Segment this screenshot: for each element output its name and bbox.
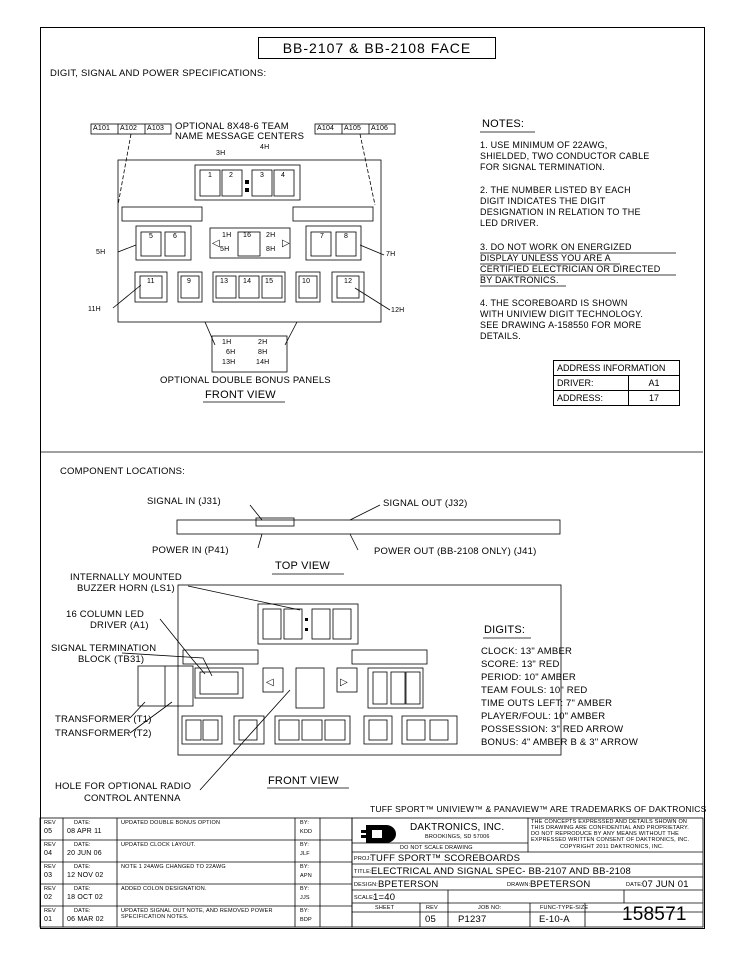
digit-5h-callout: 5H — [96, 249, 106, 256]
digit-9: 9 — [187, 278, 192, 285]
driver-label-1: 16 COLUMN LED — [66, 609, 145, 620]
company-city: BROOKINGS, SD 57006 — [425, 834, 490, 840]
rev-date: 08 APR 11 — [67, 828, 102, 835]
rev-desc: UPDATED SIGNAL OUT NOTE, AND REMOVED POWER SPECIFICATION NOTES. — [121, 908, 273, 920]
team-name-strip-left — [122, 207, 202, 221]
rev-date: 06 MAR 02 — [67, 916, 104, 923]
digit-15: 15 — [265, 278, 274, 285]
rev-date: 20 JUN 06 — [67, 850, 102, 857]
job-value: P1237 — [458, 914, 487, 925]
bonus-13h: 13H — [222, 359, 236, 366]
digit-spec-score: SCORE: 13" RED — [481, 659, 560, 670]
mc-a102: A102 — [120, 125, 138, 132]
daktronics-logo — [361, 825, 396, 843]
top-view-label: TOP VIEW — [275, 560, 330, 572]
tb-label-2: BLOCK (TB31) — [78, 654, 145, 665]
section-heading-specs: DIGIT, SIGNAL AND POWER SPECIFICATIONS: — [50, 68, 267, 79]
note-4-line-3: SEE DRAWING A-158550 FOR MORE — [480, 320, 642, 330]
bonus-14h: 14H — [256, 359, 270, 366]
confidential-3: DO NOT REPRODUCE BY ANY MEANS WITHOUT THE — [531, 831, 679, 837]
buzzer-label-2: BUZZER HORN (LS1) — [77, 583, 175, 594]
func-label: FUNC-TYPE-SIZE — [540, 905, 589, 911]
rev-desc: UPDATED CLOCK LAYOUT. — [121, 842, 196, 848]
digit-5: 5 — [149, 233, 154, 240]
note-1-line-2: SHIELDED, TWO CONDUCTOR CABLE — [480, 151, 650, 161]
rev-by: JLF — [300, 851, 310, 857]
date-label: DATE: — [74, 908, 91, 914]
digit-11h: 11H — [88, 306, 101, 313]
rev-label: REV — [44, 908, 56, 914]
confidential-4: EXPRESSED WRITTEN CONSENT OF DAKTRONICS, INC. — [531, 837, 690, 843]
date-value: 07 JUN 01 — [642, 879, 689, 890]
confidential-5: COPYRIGHT 2011 DAKTRONICS, INC. — [560, 844, 664, 850]
digit-8: 8 — [344, 233, 349, 240]
note-3-line-3: CERTIFIED ELECTRICIAN OR DIRECTED — [480, 264, 661, 274]
digit-2: 2 — [229, 172, 234, 179]
sheet-label: SHEET — [375, 905, 395, 911]
rev-number: 03 — [44, 872, 53, 879]
rev-by: APN — [300, 873, 312, 879]
date-label: DATE: — [74, 864, 91, 870]
driver-label-2: DRIVER (A1) — [90, 620, 149, 631]
rev-number: 05 — [44, 828, 53, 835]
rev-number: 01 — [44, 916, 53, 923]
date-label: DATE: — [74, 820, 91, 826]
rev-date: 18 OCT 02 — [67, 894, 103, 901]
note-4-line-4: DETAILS. — [480, 331, 521, 341]
rev-by: JJS — [300, 895, 310, 901]
transformer-t1-label: TRANSFORMER (T1) — [55, 714, 152, 725]
digit-spec-period: PERIOD: 10" AMBER — [481, 672, 576, 683]
notes-heading: NOTES: — [482, 118, 525, 130]
signal-out-label: SIGNAL OUT (J32) — [383, 498, 468, 509]
player-foul-frame — [213, 272, 285, 302]
svg-text:◁: ◁ — [266, 677, 274, 688]
mc-a104: A104 — [317, 125, 335, 132]
by-label: BY: — [300, 908, 310, 914]
scale-label: SCALE: — [354, 895, 375, 901]
proj-label: PROJ: — [354, 856, 372, 862]
rev-label: REV — [44, 842, 56, 848]
transformer-t2-label: TRANSFORMER (T2) — [55, 728, 152, 739]
digit-5h: 5H — [220, 246, 230, 253]
rev-value-tb: 05 — [425, 914, 436, 925]
digit-spec-possession: POSSESSION: 3" RED ARROW — [481, 724, 624, 735]
mc-a106: A106 — [371, 125, 389, 132]
digit-4h: 4H — [260, 144, 270, 151]
proj-value: TUFF SPORT™ SCOREBOARDS — [370, 853, 521, 864]
mc-label-1: OPTIONAL 8X48-6 TEAM — [175, 121, 289, 132]
rev-label: REV — [44, 864, 56, 870]
func-value: E-10-A — [539, 914, 570, 925]
job-label: JOB NO: — [478, 905, 502, 911]
rev-by: KDD — [300, 829, 313, 835]
drawing-number: 158571 — [622, 904, 687, 925]
digit-2h: 2H — [266, 232, 276, 239]
digit-spec-fouls: TEAM FOULS: 10" RED — [481, 685, 588, 696]
date-label: DATE: — [74, 842, 91, 848]
digit-13: 13 — [220, 278, 229, 285]
bonus-2h: 2H — [258, 339, 268, 346]
drawn-value: BPETERSON — [530, 879, 591, 890]
date-label: DATE: — [74, 886, 91, 892]
title-value: ELECTRICAL AND SIGNAL SPEC- BB-2107 AND BB-2108 — [371, 866, 632, 877]
front-view-label-top: FRONT VIEW — [205, 389, 276, 401]
rev-date: 12 NOV 02 — [67, 872, 104, 879]
mc-a101: A101 — [93, 125, 111, 132]
digit-3h: 3H — [216, 150, 226, 157]
bonus-1h: 1H — [222, 339, 232, 346]
hole-label-1: HOLE FOR OPTIONAL RADIO — [55, 781, 192, 792]
by-label: BY: — [300, 820, 310, 826]
note-2-line-1: 2. THE NUMBER LISTED BY EACH — [480, 185, 631, 195]
transformers — [138, 666, 193, 706]
by-label: BY: — [300, 842, 310, 848]
rev-desc: UPDATED DOUBLE BONUS OPTION — [121, 820, 221, 826]
svg-text:▷: ▷ — [340, 677, 348, 688]
digit-10: 10 — [302, 278, 311, 285]
section-heading-components: COMPONENT LOCATIONS: — [60, 466, 186, 477]
svg-text:▷: ▷ — [282, 238, 290, 249]
note-2-line-3: DESIGNATION IN RELATION TO THE — [480, 207, 641, 217]
title-label: TITLE: — [354, 869, 372, 875]
digit-11: 11 — [147, 278, 155, 285]
digit-14: 14 — [243, 278, 252, 285]
digit-4: 4 — [281, 172, 286, 179]
top-view-outline — [177, 520, 560, 534]
design-label: DESIGN: — [354, 882, 379, 888]
digit-spec-clock: CLOCK: 13" AMBER — [481, 646, 573, 657]
trademark-note: TUFF SPORT™ UNIVIEW™ & PANAVIEW™ ARE TRADEMARKS OF DAKTRONICS — [370, 804, 707, 814]
digit-spec-bonus: BONUS: 4" AMBER B & 3" ARROW — [481, 737, 638, 748]
digit-6: 6 — [173, 233, 178, 240]
digit-1h: 1H — [222, 232, 232, 239]
signal-termination-block — [195, 668, 243, 698]
power-in-label: POWER IN (P41) — [152, 545, 229, 556]
guest-score-frame — [306, 226, 361, 260]
drawing-title: BB-2107 & BB-2108 FACE — [258, 37, 496, 59]
digit-spec-timeouts: TIME OUTS LEFT: 7" AMBER — [481, 698, 613, 709]
drawn-label: DRAWN: — [507, 882, 531, 888]
rev-desc: ADDED COLON DESIGNATION. — [121, 886, 207, 892]
by-label: BY: — [300, 886, 310, 892]
confidential-2: THIS DRAWING ARE CONFIDENTIAL AND PROPRIETARY. — [531, 825, 689, 831]
digits-heading: DIGITS: — [484, 624, 526, 636]
rev-label: REV — [44, 886, 56, 892]
bonus-panels-label: OPTIONAL DOUBLE BONUS PANELS — [160, 375, 331, 386]
rev-label: REV — [44, 820, 56, 826]
power-out-label: POWER OUT (BB-2108 ONLY) (J41) — [374, 546, 537, 557]
address-label: ADDRESS: — [554, 391, 629, 406]
rev-number: 02 — [44, 894, 53, 901]
signal-in-label: SIGNAL IN (J31) — [147, 496, 221, 507]
note-4-line-1: 4. THE SCOREBOARD IS SHOWN — [480, 298, 628, 308]
mc-label-2: NAME MESSAGE CENTERS — [175, 131, 305, 142]
note-3-line-1: 3. DO NOT WORK ON ENERGIZED — [480, 242, 632, 252]
digit-spec-player: PLAYER/FOUL: 10" AMBER — [481, 711, 606, 722]
note-4-line-2: WITH UNIVIEW DIGIT TECHNOLOGY. — [480, 309, 644, 319]
hole-label-2: CONTROL ANTENNA — [84, 793, 181, 804]
digit-16: 16 — [243, 232, 252, 239]
address-information-table — [553, 360, 680, 406]
digit-3: 3 — [260, 172, 265, 179]
confidential-1: THE CONCEPTS EXPRESSED AND DETAILS SHOWN ON — [531, 819, 688, 825]
mc-a105: A105 — [344, 125, 362, 132]
buzzer-label-1: INTERNALLY MOUNTED — [70, 572, 182, 583]
team-name-strip-right — [293, 207, 373, 221]
driver-label: DRIVER: — [554, 376, 629, 391]
scale-value: 1=40 — [373, 892, 396, 903]
note-2-line-4: LED DRIVER. — [480, 218, 539, 228]
bonus-6h: 6H — [226, 349, 236, 356]
digit-7: 7 — [320, 233, 325, 240]
front-view-label-bottom: FRONT VIEW — [268, 775, 339, 787]
tb-label-1: SIGNAL TERMINATION — [51, 643, 157, 654]
digit-1: 1 — [208, 172, 213, 179]
rev-by: BDP — [300, 917, 312, 923]
note-1-line-3: FOR SIGNAL TERMINATION. — [480, 162, 605, 172]
digit-12h: 12H — [391, 307, 405, 314]
note-3-line-4: BY DAKTRONICS. — [480, 275, 559, 285]
rev-label-tb: REV — [426, 905, 438, 911]
company-name: DAKTRONICS, INC. — [410, 822, 505, 833]
address-heading: ADDRESS INFORMATION — [554, 361, 680, 376]
date-label-tb: DATE: — [626, 882, 643, 888]
digit-7h: 7H — [386, 251, 396, 258]
home-score-frame — [136, 226, 191, 260]
note-2-line-2: DIGIT INDICATES THE DIGIT — [480, 196, 606, 206]
clock-front — [258, 604, 358, 644]
note-1-line-1: 1. USE MINIMUM OF 22AWG, — [480, 140, 608, 150]
rev-desc: NOTE 1 24AWG CHANGED TO 22AWG — [121, 864, 226, 870]
address-value: 17 — [629, 391, 680, 406]
svg-text:◁: ◁ — [212, 238, 220, 249]
digit-12: 12 — [344, 278, 353, 285]
driver-value: A1 — [629, 376, 680, 391]
note-3-line-2: DISPLAY UNLESS YOU ARE A — [480, 253, 611, 263]
by-label: BY: — [300, 864, 310, 870]
rev-number: 04 — [44, 850, 53, 857]
design-value: BPETERSON — [378, 879, 439, 890]
mc-a103: A103 — [147, 125, 165, 132]
digit-8h: 8H — [266, 246, 276, 253]
no-scale-note: DO NOT SCALE DRAWING — [400, 845, 473, 851]
bonus-8h: 8H — [258, 349, 268, 356]
